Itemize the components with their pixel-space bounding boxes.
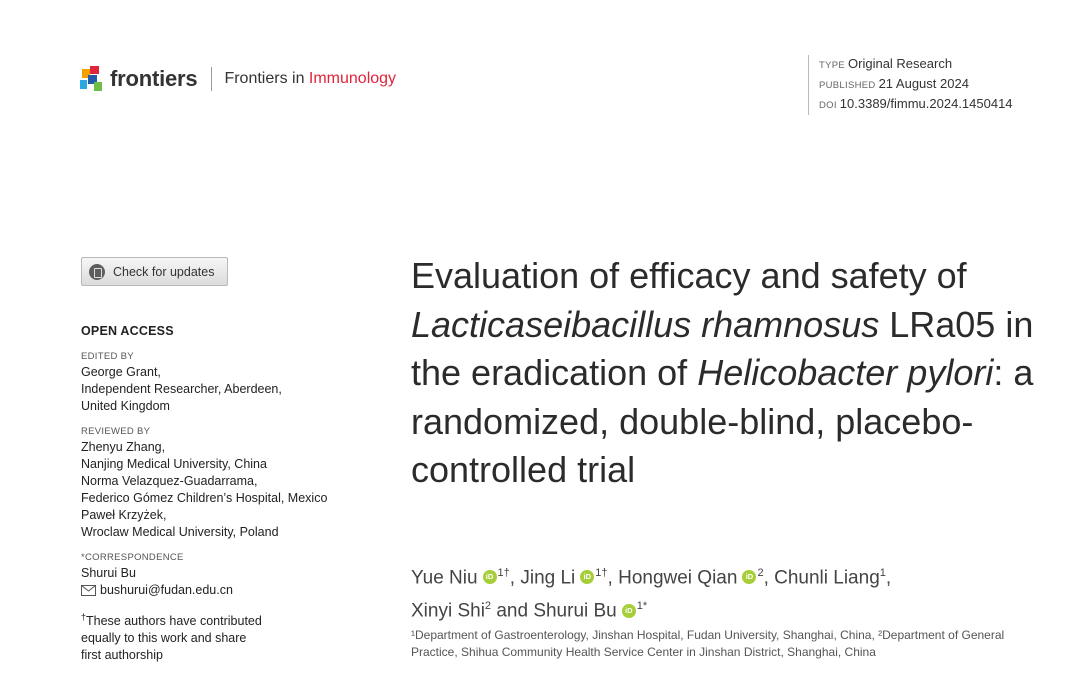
check-updates-label: Check for updates	[113, 264, 215, 279]
editor-line: United Kingdom	[81, 399, 170, 413]
article-title: Evaluation of efficacy and safety of Lacticaseibacillus rhamnosus LRa05 in the eradication of Helicobacter pylori: a randomized, double-blind, placebo-controlled trial	[411, 255, 1034, 490]
correspondence-label: *CORRESPONDENCE	[81, 552, 184, 563]
published-row: PUBLISHED 21 August 2024	[819, 76, 969, 91]
equal-contribution-note: †These authors have contributed equally to this work and share first authorship	[81, 612, 262, 663]
orcid-icon[interactable]: iD	[580, 570, 594, 584]
type-row: TYPE Original Research	[819, 56, 953, 71]
species-name: Helicobacter pylori	[697, 352, 994, 393]
reviewed-by-label: REVIEWED BY	[81, 426, 151, 437]
bookmark-icon	[89, 264, 105, 280]
orcid-icon[interactable]: iD	[622, 604, 636, 618]
correspondence-name: Shurui Bu	[81, 566, 136, 580]
check-updates-button[interactable]	[81, 257, 228, 286]
brand-wordmark: frontiers	[110, 66, 198, 91]
envelope-icon	[81, 585, 96, 596]
article-meta	[808, 55, 1013, 115]
reviewer-line: Wroclaw Medical University, Poland	[81, 525, 279, 539]
orcid-icon[interactable]: iD	[483, 570, 497, 584]
reviewer-line: Paweł Krzyżek,	[81, 508, 167, 522]
author-name[interactable]: Yue Niu	[411, 567, 478, 589]
journal-name: Frontiers in Immunology	[224, 70, 397, 87]
sidebar-info	[81, 323, 371, 664]
species-name: Lacticaseibacillus rhamnosus	[411, 303, 880, 345]
correspondence-email[interactable]	[81, 582, 371, 599]
doi-row[interactable]: DOI 10.3389/fimmu.2024.1450414	[819, 96, 1013, 111]
reviewer-line: Zhenyu Zhang,	[81, 440, 166, 454]
editor-line: George Grant,	[81, 365, 161, 379]
reviewer-line: Nanjing Medical University, China	[81, 457, 267, 471]
divider	[211, 67, 212, 91]
reviewer-line: Norma Velazquez-Guadarrama,	[81, 474, 258, 488]
editor-line: Independent Researcher, Aberdeen,	[81, 382, 282, 396]
author-list: Yue Niu iD $^{1\dagger}$, Jing Li iD $^{1\dagger}$, Hongwei Qian iD $^2$, Chunli Liang$^1$, Xinyi Shi$^2$ and Shurui Bu iD $^{1*}$	[411, 567, 892, 622]
frontiers-logo-icon	[80, 66, 104, 92]
author-name[interactable]: Chunli Liang	[774, 567, 880, 589]
edited-by-label: EDITED BY	[81, 351, 134, 362]
open-access-label: OPEN ACCESS	[81, 324, 174, 338]
orcid-icon[interactable]: iD	[742, 570, 756, 584]
author-name[interactable]: Hongwei Qian	[618, 567, 738, 589]
author-name[interactable]: Jing Li	[520, 567, 576, 589]
affiliations: ¹Department of Gastroenterology, Jinshan Hospital, Fudan University, Shanghai, China, ²Department of General Practice, Shihua Community Health Service Center in Jinshan District, Shanghai, China	[411, 628, 1005, 659]
reviewer-line: Federico Gómez Children’s Hospital, Mexico	[81, 491, 328, 505]
email-text: bushurui@fudan.edu.cn	[100, 583, 233, 597]
author-name[interactable]: Shurui Bu	[533, 600, 617, 622]
journal-logo[interactable]	[80, 64, 396, 94]
author-name[interactable]: Xinyi Shi	[411, 600, 485, 622]
